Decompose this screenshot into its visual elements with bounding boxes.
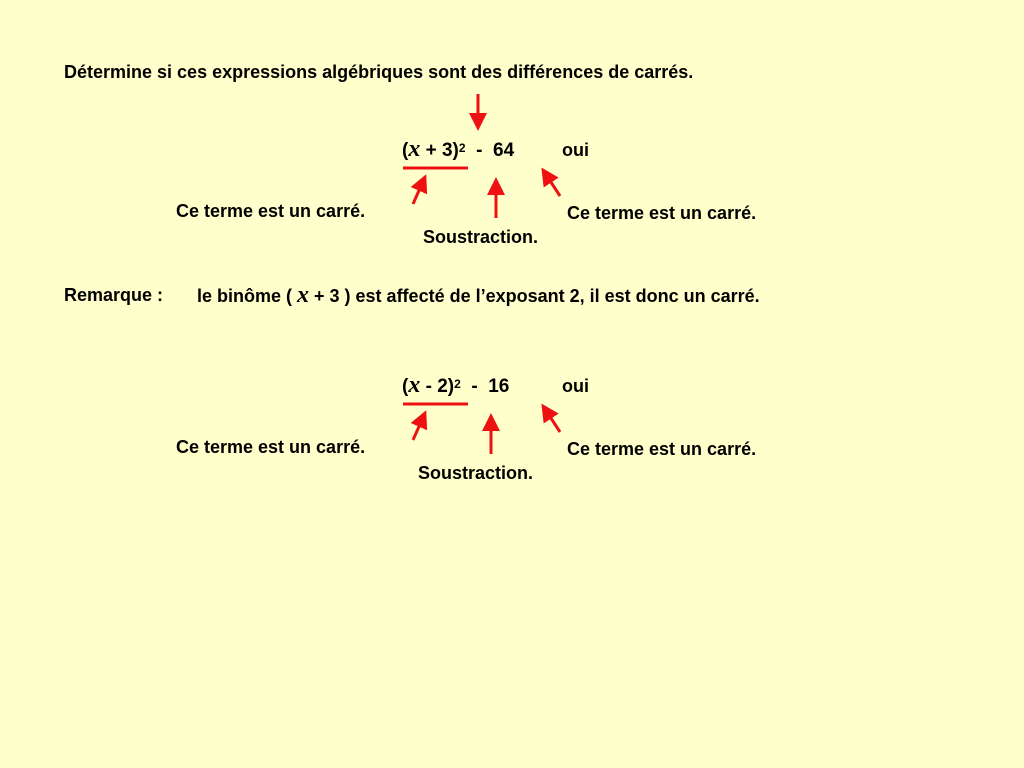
expression-2-variable: x: [408, 372, 421, 398]
instruction-text: Détermine si ces expressions algébriques sont des différences de carrés.: [64, 62, 694, 82]
note-1-middle: Soustraction.: [423, 227, 539, 247]
expression-2-tail: - 16: [460, 376, 510, 397]
answer-2: oui: [562, 376, 589, 396]
remark-variable: x: [297, 282, 310, 308]
expression-2-exponent: 2: [454, 377, 461, 391]
remark-label: Remarque :: [64, 285, 164, 305]
note-2-middle: Soustraction.: [418, 463, 534, 483]
arrow-1-left-icon: [413, 177, 425, 204]
remark-text-before: le binôme (: [197, 286, 298, 306]
expression-1-open: (: [402, 140, 409, 161]
expression-1-tail: - 64: [465, 140, 515, 161]
expression-2-open: (: [402, 376, 409, 397]
note-2-left: Ce terme est un carré.: [176, 437, 366, 457]
remark-text-after: + 3 ) est affecté de l’exposant 2, il est donc un carré.: [309, 286, 760, 306]
arrow-2-right-icon: [543, 406, 560, 432]
expression-2-rest: - 2): [420, 376, 455, 397]
note-1-left: Ce terme est un carré.: [176, 201, 366, 221]
note-1-right: Ce terme est un carré.: [567, 203, 757, 223]
answer-1: oui: [562, 140, 589, 160]
arrow-2-left-icon: [413, 413, 425, 440]
expression-1-variable: x: [408, 136, 421, 162]
note-2-right: Ce terme est un carré.: [567, 439, 757, 459]
expression-1-rest: + 3): [420, 140, 459, 161]
expression-1-exponent: 2: [458, 141, 466, 155]
arrow-1-right-icon: [543, 170, 560, 196]
